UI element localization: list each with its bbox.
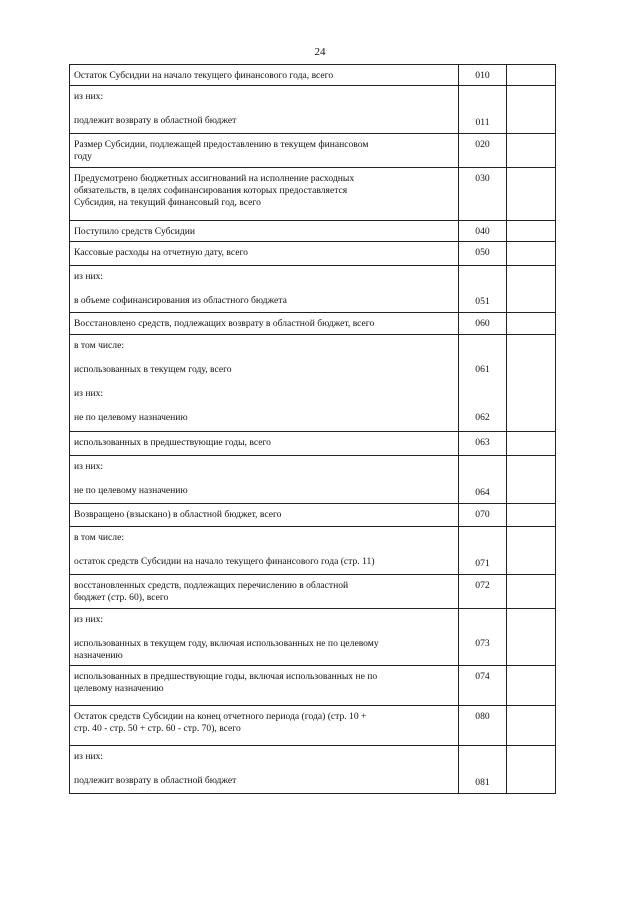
value-cell[interactable] [507, 65, 556, 86]
table-row [70, 266, 556, 313]
row-code: 050 [459, 242, 507, 266]
row-code: 081 [459, 746, 507, 794]
table-row [70, 609, 556, 666]
table-row [70, 65, 556, 86]
row-code: 070 [459, 504, 507, 527]
value-cell[interactable] [507, 335, 556, 432]
row-code-block [459, 335, 507, 432]
row-label: из них: использованных в текущем году, включая использованных не по целевому назначению [70, 609, 459, 666]
table-row [70, 86, 556, 134]
table-row [70, 221, 556, 242]
row-code: 071 [459, 527, 507, 575]
value-cell[interactable] [507, 746, 556, 794]
row-label: восстановленных средств, подлежащих перечислению в областной бюджет (стр. 60), всего [70, 575, 459, 609]
row-label: из них: в объеме софинансирования из областного бюджета [70, 266, 459, 313]
row-label: в том числе: остаток средств Субсидии на начало текущего финансового года (стр. 11) [70, 527, 459, 575]
row-code: 060 [459, 313, 507, 335]
table-row [70, 134, 556, 168]
row-code: 010 [459, 65, 507, 86]
row-label: из них: не по целевому назначению [70, 456, 459, 504]
row-label: из них: подлежит возврату в областной бюджет [70, 746, 459, 794]
row-label: Кассовые расходы на отчетную дату, всего [70, 242, 459, 266]
table-row [70, 313, 556, 335]
row-label: использованных в предшествующие годы, всего [70, 432, 459, 456]
row-code: 080 [459, 706, 507, 746]
value-cell[interactable] [507, 706, 556, 746]
page-number: 24 [314, 46, 326, 58]
row-label: Поступило средств Субсидии [70, 221, 459, 242]
table-row [70, 666, 556, 706]
value-cell[interactable] [507, 134, 556, 168]
row-code: 074 [459, 666, 507, 706]
value-cell[interactable] [507, 168, 556, 221]
value-cell[interactable] [507, 432, 556, 456]
row-label: Восстановлено средств, подлежащих возврату в областной бюджет, всего [70, 313, 459, 335]
table-row [70, 335, 556, 432]
table-row [70, 504, 556, 527]
row-code: 072 [459, 575, 507, 609]
value-cell[interactable] [507, 456, 556, 504]
row-label: Размер Субсидии, подлежащей предоставлению в текущем финансовом году [70, 134, 459, 168]
row-label: из них: подлежит возврату в областной бюджет [70, 86, 459, 134]
row-code: 020 [459, 134, 507, 168]
value-cell[interactable] [507, 504, 556, 527]
row-label: Остаток Субсидии на начало текущего финансового года, всего [70, 65, 459, 86]
table-row [70, 706, 556, 746]
row-code: 064 [459, 456, 507, 504]
row-code: 040 [459, 221, 507, 242]
table-row [70, 746, 556, 794]
value-cell[interactable] [507, 86, 556, 134]
value-cell[interactable] [507, 527, 556, 575]
row-label: Возвращено (взыскано) в областной бюджет, всего [70, 504, 459, 527]
row-code: 011 [459, 86, 507, 134]
row-code: 063 [459, 432, 507, 456]
table-row [70, 168, 556, 221]
row-code: 030 [459, 168, 507, 221]
subsidy-report-table [69, 64, 556, 794]
row-label: Предусмотрено бюджетных ассигнований на исполнение расходных обязательств, в целях софинансирования которых предоставляется Субсидия, на текущий финансовый год, всего [70, 168, 459, 221]
row-label: Остаток средств Субсидии на конец отчетного периода (года) (стр. 10 + стр. 40 - стр. 50 + стр. 60 - стр. 70), всего [70, 706, 459, 746]
table-row [70, 527, 556, 575]
value-cell[interactable] [507, 221, 556, 242]
row-code: 062 [475, 412, 490, 423]
value-cell[interactable] [507, 609, 556, 666]
row-code: 073 [459, 609, 507, 666]
table-row [70, 456, 556, 504]
row-code: 051 [459, 266, 507, 313]
value-cell[interactable] [507, 575, 556, 609]
table-row [70, 242, 556, 266]
value-cell[interactable] [507, 666, 556, 706]
value-cell[interactable] [507, 266, 556, 313]
row-code: 061 [475, 364, 490, 375]
row-label: использованных в предшествующие годы, включая использованных не по целевому назначению [70, 666, 459, 706]
row-label: в том числе: использованных в текущем году, всего из них: не по целевому назначению [70, 335, 459, 432]
table-row [70, 575, 556, 609]
value-cell[interactable] [507, 313, 556, 335]
table-row [70, 432, 556, 456]
value-cell[interactable] [507, 242, 556, 266]
